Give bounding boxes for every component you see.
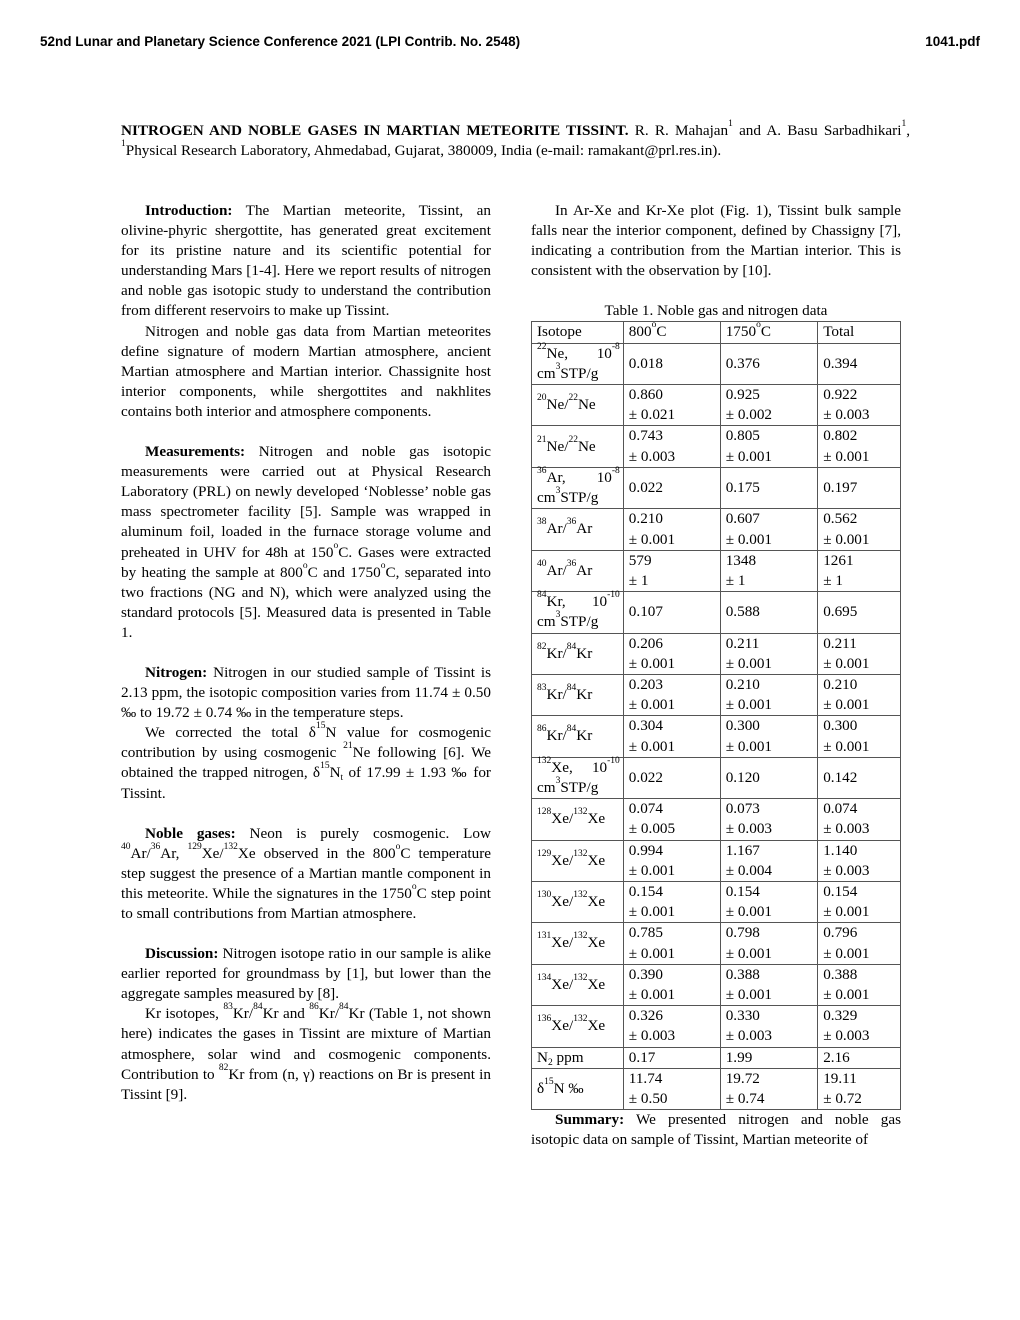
table-row [532, 550, 901, 591]
paper-title: NITROGEN AND NOBLE GASES IN MARTIAN METEORITE TISSINT. [121, 122, 629, 139]
discussion-paragraph: Discussion: Nitrogen isotope ratio in our sample is alike earlier reported for groundmass by [1], but lower than the aggregate samples measured by [8]. [121, 945, 491, 1003]
introduction-paragraph: Introduction: The Martian meteorite, Tissint, an olivine-phyric shergottite, has generated great excitement for its pristine nature and its scientific potential for understanding Mars [1-4]. Here we report results of nitrogen and noble gas isotopic study to understand the contribution from different reservoirs to make up Tissint. [121, 202, 491, 320]
affiliation: Physical Research Laboratory, Ahmedabad, Gujarat, 380009, India (e-mail: ramakant@prl.res.in). [125, 142, 722, 159]
value-800c: 11.74 ± 0.50 [623, 1068, 720, 1109]
value-800c: 0.994 ± 0.001 [623, 840, 720, 881]
value-800c: 0.018 [623, 343, 720, 384]
table-row [532, 757, 901, 798]
value-800c: 0.210 ± 0.001 [623, 509, 720, 550]
isotope-cell: $\delta^{15}N$ ‰ [532, 1068, 624, 1109]
uncertainty: ± 0.001 [628, 903, 676, 921]
value-1750c: 1.99 [720, 1047, 817, 1068]
value-800c: 0.326 ± 0.003 [623, 1006, 720, 1047]
value-total: 2.16 [818, 1047, 901, 1068]
value-total: 0.802 ± 0.001 [818, 426, 901, 467]
nitrogen-paragraph-2: We corrected the total $\delta^{15}N$ value for cosmogenic contribution by using cosmogenic $^{21}$Ne following [6]. We obtained the trapped nitrogen, $\delta^{15}N_t$ of 17.99 ± 1.93 ‰ for Tissint. [121, 721, 491, 802]
uncertainty: ± 1 [725, 571, 746, 589]
value-1750c: 1348 ± 1 [720, 550, 817, 591]
nitrogen-paragraph: Nitrogen: Nitrogen in our studied sample of Tissint is 2.13 ppm, the isotopic composition varies from 11.74 ± 0.50 ‰ to 19.72 ± 0.74 ‰ in the temperature steps. [121, 663, 491, 722]
value-total: 0.074 ± 0.003 [818, 799, 901, 840]
value-1750c: 19.72 ± 0.74 [720, 1068, 817, 1109]
discussion-paragraph-2: Kr isotopes, $^{83}$Kr/$^{84}$Kr and $^{86}$Kr/$^{84}$Kr (Table 1, not shown here) indicates the gases in Tissint are mixture of Martian atmosphere, solar wind and cosmogenic components. Contribution to $^{82}$Kr from (n, γ) reactions on Br is present in Tissint [9]. [121, 1002, 491, 1103]
table-row [532, 592, 901, 633]
uncertainty: ± 0.021 [628, 406, 676, 424]
isotope-cell: $^{129}$Xe/$^{132}$Xe [532, 840, 624, 881]
uncertainty: ± 1 [628, 571, 649, 589]
value-total: 0.562 ± 0.001 [818, 509, 901, 550]
table-row [532, 799, 901, 840]
value-total: 0.211 ± 0.001 [818, 633, 901, 674]
uncertainty: ± 0.001 [823, 903, 870, 921]
uncertainty: ± 0.001 [725, 737, 773, 755]
uncertainty: ± 0.001 [823, 530, 870, 548]
uncertainty: ± 0.001 [823, 737, 870, 755]
table-row [532, 467, 901, 508]
uncertainty: ± 0.003 [823, 820, 870, 838]
isotope-cell: $^{134}$Xe/$^{132}$Xe [532, 964, 624, 1005]
uncertainty: ± 0.001 [725, 985, 773, 1003]
value-total: 19.11 ± 0.72 [818, 1068, 901, 1109]
uncertainty: ± 0.001 [823, 447, 870, 465]
isotope-cell: $^{38}$Ar/$^{36}$Ar [532, 509, 624, 550]
uncertainty: ± 0.001 [628, 985, 676, 1003]
conference-name: 52nd Lunar and Planetary Science Conference 2021 (LPI Contrib. No. 2548) [40, 34, 521, 49]
introduction-heading: Introduction: [145, 202, 233, 219]
running-header [40, 34, 980, 52]
value-1750c: 0.120 [720, 757, 817, 798]
uncertainty: ± 0.001 [628, 530, 676, 548]
value-1750c: 0.300 ± 0.001 [720, 716, 817, 757]
uncertainty: ± 0.003 [725, 1027, 773, 1045]
value-1750c: 0.330 ± 0.003 [720, 1006, 817, 1047]
value-total: 0.154 ± 0.001 [818, 881, 901, 922]
uncertainty: ± 0.74 [725, 1089, 765, 1107]
table-row [532, 840, 901, 881]
value-800c: 0.107 [623, 592, 720, 633]
uncertainty: ± 0.003 [628, 1027, 676, 1045]
isotope-cell: $^{84}$Kr, $10^{-10}$ $cm^3STP/g$ [532, 592, 624, 633]
table-row [532, 964, 901, 1005]
uncertainty: ± 0.005 [628, 820, 676, 838]
value-1750c: 0.376 [720, 343, 817, 384]
uncertainty: ± 0.004 [725, 861, 773, 879]
value-1750c: 0.388 ± 0.001 [720, 964, 817, 1005]
value-1750c: 0.073 ± 0.003 [720, 799, 817, 840]
value-1750c: 0.175 [720, 467, 817, 508]
table-header-row [532, 322, 901, 343]
uncertainty: ± 1 [823, 571, 843, 589]
table-row [532, 1006, 901, 1047]
value-800c: 0.743 ± 0.003 [623, 426, 720, 467]
ar-xe-paragraph: In Ar-Xe and Kr-Xe plot (Fig. 1), Tissint bulk sample falls near the interior component, defined by Chassigny [7], indicating a contribution from the Martian interior. This is consistent with the observation by [10]. [531, 202, 901, 280]
value-800c: 0.022 [623, 757, 720, 798]
value-800c: 0.860 ± 0.021 [623, 385, 720, 426]
value-800c: 0.390 ± 0.001 [623, 964, 720, 1005]
value-800c: 0.785 ± 0.001 [623, 923, 720, 964]
value-total: 0.300 ± 0.001 [818, 716, 901, 757]
table-row [532, 509, 901, 550]
value-total: 0.922 ± 0.003 [818, 385, 901, 426]
uncertainty: ± 0.002 [725, 406, 773, 424]
noble-gas-table [531, 321, 901, 1110]
isotope-cell: $^{22}$Ne, $10^{-8}$ $cm^3STP/g$ [532, 343, 624, 384]
isotope-cell: $^{36}$Ar, $10^{-8}$ $cm^3STP/g$ [532, 467, 624, 508]
header-1750c: 1750$^o$C [720, 322, 817, 343]
value-1750c: 0.211 ± 0.001 [720, 633, 817, 674]
value-1750c: 0.607 ± 0.001 [720, 509, 817, 550]
uncertainty: ± 0.001 [823, 696, 870, 714]
isotope-cell: $^{131}$Xe/$^{132}$Xe [532, 923, 624, 964]
uncertainty: ± 0.001 [628, 944, 676, 962]
isotope-cell: $^{40}$Ar/$^{36}$Ar [532, 550, 624, 591]
value-total: 0.142 [818, 757, 901, 798]
uncertainty: ± 0.003 [725, 820, 773, 838]
value-800c: 579 ± 1 [623, 550, 720, 591]
value-total: 0.796 ± 0.001 [818, 923, 901, 964]
value-1750c: 0.798 ± 0.001 [720, 923, 817, 964]
uncertainty: ± 0.003 [628, 447, 676, 465]
table-body [532, 343, 901, 1110]
nitrogen-heading: Nitrogen: [145, 663, 208, 681]
discussion-heading: Discussion: [145, 945, 219, 963]
measurements-heading: Measurements: [145, 443, 246, 461]
value-total: 1261 ± 1 [818, 550, 901, 591]
header-800c: 800$^o$C [623, 322, 720, 343]
uncertainty: ± 0.001 [823, 944, 870, 962]
uncertainty: ± 0.001 [725, 696, 773, 714]
uncertainty: ± 0.72 [823, 1089, 862, 1107]
table-row [532, 385, 901, 426]
left-column [121, 201, 491, 1105]
value-1750c: 1.167 ± 0.004 [720, 840, 817, 881]
summary-paragraph: Summary: We presented nitrogen and noble gas isotopic data on sample of Tissint, Martian meteorite of [531, 1111, 901, 1149]
isotope-cell: $^{83}$Kr/$^{84}$Kr [532, 674, 624, 715]
uncertainty: ± 0.50 [628, 1089, 668, 1107]
noble-gases-heading: Noble gases: [145, 824, 236, 842]
table-caption: Table 1. Noble gas and nitrogen data [604, 302, 828, 320]
uncertainty: ± 0.001 [628, 861, 676, 879]
value-1750c: 0.805 ± 0.001 [720, 426, 817, 467]
value-1750c: 0.154 ± 0.001 [720, 881, 817, 922]
value-800c: 0.17 [623, 1047, 720, 1068]
table-row [532, 1068, 901, 1109]
value-total: 0.329 ± 0.003 [818, 1006, 901, 1047]
isotope-cell: $^{21}$Ne/$^{22}$Ne [532, 426, 624, 467]
value-800c: 0.304 ± 0.001 [623, 716, 720, 757]
header-total: Total [818, 322, 901, 343]
uncertainty: ± 0.001 [628, 654, 676, 672]
isotope-cell: $^{86}$Kr/$^{84}$Kr [532, 716, 624, 757]
value-1750c: 0.210 ± 0.001 [720, 674, 817, 715]
header-isotope: Isotope [532, 322, 624, 343]
uncertainty: ± 0.001 [628, 737, 676, 755]
uncertainty: ± 0.001 [628, 696, 676, 714]
value-total: 1.140 ± 0.003 [818, 840, 901, 881]
uncertainty: ± 0.003 [823, 1027, 870, 1045]
table-row [532, 923, 901, 964]
table-row [532, 426, 901, 467]
isotope-cell: $^{132}$Xe, $10^{-10}$ $cm^3STP/g$ [532, 757, 624, 798]
uncertainty: ± 0.001 [725, 903, 773, 921]
value-1750c: 0.588 [720, 592, 817, 633]
noble-gases-paragraph: Noble gases: Neon is purely cosmogenic. Low $^{40}$Ar/$^{36}$Ar, $^{129}$Xe/$^{132}$Xe observed in the 800$^o$C temperature step suggest the presence of a Martian mantle component in this meteorite. While the signatures in the 1750$^o$C step point to small contributions from Martian atmosphere. [121, 824, 491, 922]
uncertainty: ± 0.003 [823, 406, 870, 424]
uncertainty: ± 0.001 [823, 654, 870, 672]
value-800c: 0.206 ± 0.001 [623, 633, 720, 674]
value-total: 0.394 [818, 343, 901, 384]
file-name: 1041.pdf [925, 34, 980, 49]
isotope-cell: $^{130}$Xe/$^{132}$Xe [532, 881, 624, 922]
isotope-cell: $N_2$ ppm [532, 1047, 624, 1068]
value-800c: 0.154 ± 0.001 [623, 881, 720, 922]
measurements-paragraph: Measurements: Nitrogen and noble gas isotopic measurements were carried out at Physical Research Laboratory (PRL) on newly developed ‘Noblesse’ noble gas mass spectrometer facility [5]. Sample was wrapped in aluminum foil, loaded in the furnace storage volume and preheated in UHV for 48h at 150$^o$C. Gases were extracted by heating the sample at 800$^o$C and 1750$^o$C, separated into two fractions (NG and N), which were analyzed using the standard protocols [5]. Measured data is presented in Table 1. [121, 443, 491, 641]
uncertainty: ± 0.001 [725, 447, 773, 465]
uncertainty: ± 0.001 [725, 944, 773, 962]
uncertainty: ± 0.003 [823, 861, 870, 879]
value-total: 0.695 [818, 592, 901, 633]
table-row [532, 716, 901, 757]
author-1: R. R. Mahajan [628, 122, 729, 139]
uncertainty: ± 0.001 [823, 985, 870, 1003]
author-2: and A. Basu Sarbadhikari [732, 122, 902, 139]
value-total: 0.197 [818, 467, 901, 508]
isotope-cell: $^{20}$Ne/$^{22}$Ne [532, 385, 624, 426]
table-row [532, 633, 901, 674]
isotope-cell: $^{136}$Xe/$^{132}$Xe [532, 1006, 624, 1047]
value-800c: 0.022 [623, 467, 720, 508]
table-row [532, 881, 901, 922]
right-column [531, 201, 901, 1150]
introduction-paragraph-2: Nitrogen and noble gas data from Martian meteorites define signature of modern Martian atmosphere, ancient Martian atmosphere and Martian interior. Chassignite host interior components, while shergottites and nakhlites contains both interior and atmosphere components. [121, 322, 491, 420]
uncertainty: ± 0.001 [725, 530, 773, 548]
value-total: 0.388 ± 0.001 [818, 964, 901, 1005]
value-total: 0.210 ± 0.001 [818, 674, 901, 715]
uncertainty: ± 0.001 [725, 654, 773, 672]
table-row [532, 674, 901, 715]
table-row [532, 343, 901, 384]
title-block: NITROGEN AND NOBLE GASES IN MARTIAN METEORITE TISSINT. R. R. Mahajan$^1$ and A. Basu Sarbadhikari$^1$, $^1$Physical Research Laboratory, Ahmedabad, Gujarat, 380009, India (e-mail: ramakant@prl.res.in). [121, 119, 910, 159]
summary-heading: Summary: [555, 1111, 625, 1129]
isotope-cell: $^{82}$Kr/$^{84}$Kr [532, 633, 624, 674]
value-1750c: 0.925 ± 0.002 [720, 385, 817, 426]
value-800c: 0.074 ± 0.005 [623, 799, 720, 840]
value-800c: 0.203 ± 0.001 [623, 674, 720, 715]
isotope-cell: $^{128}$Xe/$^{132}$Xe [532, 799, 624, 840]
table-row [532, 1047, 901, 1068]
